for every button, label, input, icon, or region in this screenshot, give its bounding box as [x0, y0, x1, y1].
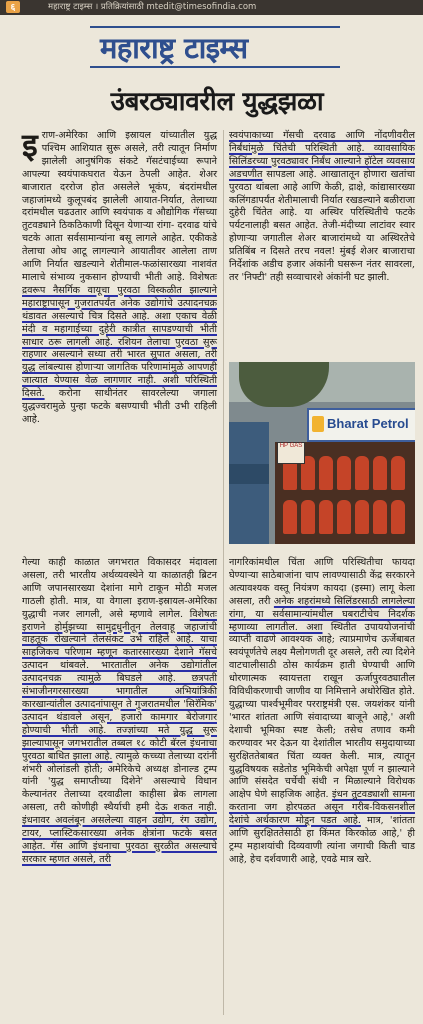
highlighted-text: विशेषतः इराणने होर्मुझच्या सामुद्रधुनीतून तेलवाहू जहाजांची वाहतूक रोखल्याने तेलसंकट उभे राहिले आहे. याचा साहजिकच परिणाम म्हणून कतारसारख्या देशाने गॅसचे उत्पादन थांबवले. भारतातील अनेक उद्योगांतील उत्पादनचक्र त्यामुळे बिघडले आहे. छत्रपती संभाजीनगरसारख्या भागातील अभियांत्रिकी कारखान्यांतील उत्पादनांपासून ते गुजरातमधील 'सिरॅमिक' उत्पादन थंडावले असून, हजारो कामगार बेरोजगार होण्याची भीती आहे. तज्ज्ञांच्या मते युद्ध सुरू झाल्यापासून जगभरातील तब्बल १८ कोटी बॅरल इंधनाचा पुरवठा बाधित झाला आहे.: [22, 608, 217, 762]
gas-cylinder-icon: [355, 456, 369, 490]
drop-cap: इ: [22, 126, 38, 164]
highlighted-text: स्वयंपाकाच्या गॅसची दरवाढ आणि नोंदणीवरील निर्बंधांमुळे चिंतेची परिस्थिती आहे. व्यावसायिक सिलिंडरच्या पुरवठ्यावर निर्बंध आल्याने हॉटेल व्यवसाय अडचणीत: [229, 130, 415, 180]
top-strip: [0, 0, 423, 15]
text-run: नागरिकांमधील चिंता आणि परिस्थितीचा फायदा घेण्याऱ्या साठेबाजांना चाप लावण्यासाठी केंद्र सरकारने अत्यावश्यक वस्तू नियंत्रण कायदा (इस्मा) लागू केला असला, तरी: [229, 557, 415, 607]
gas-cylinder-icon: [301, 500, 315, 534]
article-paragraph: [229, 557, 415, 867]
text-run: मात्र, 'शांतता आणि सुरक्षिततेसाठी हा किंमत किरकोळ आहे,' ही ट्रम्प महाशयांची दिव्यवाणी त्यांना जगाची किती चाड आहे, हेच दर्शवणारी आहे, एवढे मात्र खरे.: [229, 815, 415, 865]
petrol-sign-text: Bharat Petrol: [327, 416, 409, 431]
gas-cylinder-icon: [373, 500, 387, 534]
article-column-left-top: [22, 126, 217, 427]
gas-cylinder-icon: [283, 500, 297, 534]
highlighted-text: इंधन तुटवड्याशी सामना करताना जग होरपळत असून गरीब-विकसनशील देशांचे अर्थकारण मोडून पडत आहे.: [229, 789, 415, 827]
highlighted-text: अनेक शहरांमध्ये सिलिंडरसाठी लागलेल्या रांगा, या सर्वसामान्यांमधील घबराटीचेच निदर्शक म्हणाव्या लागतील. अशा: [229, 595, 415, 633]
gas-cylinder-icon: [337, 456, 351, 490]
column-divider: [223, 130, 224, 1015]
gas-cylinder-icon: [319, 456, 333, 490]
top-meta: महाराष्ट्र टाइम्स । प्रतिक्रियांसाठी mtedit@timesofindia.com: [48, 2, 257, 12]
gas-cylinder-icon: [337, 500, 351, 534]
news-photo: [229, 362, 415, 544]
masthead-rule-bottom: [90, 66, 340, 68]
hp-gas-label: HP GAS: [277, 442, 305, 464]
text-run: राण-अमेरिका आणि इस्रायल यांच्यातील युद्ध पश्चिम आशियात सुरू असले, तरी त्यातून निर्माण झालेली आनुषंगिक संकटे गॅसटंचाईच्या रूपाने आपल्या स्वयंपाकघरात येऊन ठेपली आहेत. शेअर बाजारात दररोज होत असलेले भूकंप, बंदरांमधील जहाजांमध्ये कुलूपबंद झालेली आयात-निर्यात, तेलाच्या दरांमधील चढउतार आणि स्वयंपाक व औद्योगिक गॅसच्या तुटवड्याने ठिकठिकाणी दिसून येणाऱ्या रांगा- दरवाढ यांचे चटके आता सर्वसामान्यांना बसू लागले आहेत. एकीकडे तेलाचा ओघ आटू लागल्याने आयातीवर आलेला ताण आणि निर्यात खडल्याने शेतीमाल-फळांसारख्या नाशवंत मालाचे संभाव्य नुकसान होण्याची भीती आहे. विशेषतः: [22, 130, 217, 283]
article-column-left-bottom: [22, 557, 217, 867]
article-paragraph: [22, 557, 217, 867]
gas-cylinder-icon: [355, 500, 369, 534]
masthead: [90, 26, 340, 70]
text-run: सापडला आहे. आखातातून होणारा खतांचा पुरवठा थांबला आहे आणि केळी, द्राक्षे, कांद्यासारख्या कलिंगडापर्यंत शेतीमालाची निर्यात रखडल्याने बळीराजा दुहेरी चिंतेत आहे. या अस्थिर परिस्थितीचे फटके पर्यटनालाही बसत आहेत. तेजी-मंदीच्या लाटांवर स्वार होणाऱ्या जगातील शेअर बाजारांमध्ये या अस्थिरतेचे प्रतिबिंब न दिसते तरच नवल! मुंबई शेअर बाजाराचा निर्देशांक अडीच हजार अंकांनी घसरून नंतर सावरला, तर 'निफ्टी' तही सव्वाचारशे अंकांनी घट झाली.: [229, 168, 415, 283]
page-number: ६: [6, 1, 20, 13]
article-column-right-bottom: [229, 557, 415, 867]
text-run: करोना साथीनंतर सावरलेल्या जगाला युद्धज्वरामुळे पुन्हा फटके बसण्याची भीती उभी राहिली आहे.: [22, 388, 217, 425]
gas-cylinder-icon: [391, 456, 405, 490]
article-column-right-top: [229, 130, 415, 285]
gas-cylinder-icon: [319, 500, 333, 534]
text-run: गेल्या काही काळात जगभरात विकासदर मंदावला असला, तरी भारतीय अर्थव्यवस्थेने या काळातही ब्रिटन आणि जपानसारख्या देशांना मागे टाकून मोठी मजल गाठली होती. मात्र, या वेगाला इराण-इस्रायल-अमेरिका युद्धाची नजर लागली, असे म्हणावे लागेल.: [22, 557, 217, 620]
text-run: स्थितीत उपाययोजनांची व्याप्ती वाढणे आवश्यक आहे; त्याप्रमाणेच ऊर्जेबाबत स्वयंपूर्णतेचे लक्ष्य मैलोगणती दूर असले, तरी त्या दिशेने वाटचालीसाठी ठोस कार्यक्रम हाती घेण्याची आणि धोरणात्मक स्वायत्तता राखून ऊर्जापुरवठ्यातील विविधीकरणाची जाणीव या निमित्ताने अधोरेखित होते. युद्धाच्या पार्श्वभूमीवर परराष्ट्रमंत्री एस. जयशंकर यांनी 'भारत शांतता आणि संवादाच्या बाजूने आहे,' अशी देशाची भूमिका स्पष्ट केली; तसेच तणाव कमी करण्यावर भर देऊन या देशांतील भारतीय समुदायाच्या सुरक्षिततेबाबत चिंता व्यक्त केली. मात्र, त्यातून युद्धविषयक सडेतोड भूमिकेची अपेक्षा पूर्ण न झाल्याने आणि संसदेत चर्चेची संधी न मिळाल्याने विरोधक आक्षेप घेणे साहजिक आहेत.: [229, 621, 415, 801]
highlighted-text: देऊ शकत नाही. इंधनावर अवलंबून असलेल्या वाहन उद्योग, रंग उद्योग, टायर, प्लास्टिकसारख्या अनेक क्षेत्रांना फटके बसत आहेत. गॅस आणि इंधनाचा पुरवठा सुरळीत असल्याचे सरकार म्हणत असले, तरी: [22, 802, 217, 865]
text-run: त्यामुळे कच्च्या तेलाच्या दरांनी शंभरी ओलांडली होती; अमेरिकेचे अध्यक्ष डोनाल्ड ट्रम्प यांनी 'युद्ध समाप्तीच्या दिशेने' असल्याचे विधान केल्यानंतर तेलाच्या दरवाढीला काहीसा ब्रेक लागला असला, तरी कोणीही स्थैर्याची हमी: [22, 750, 217, 814]
gas-cylinder-icon: [373, 456, 387, 490]
article-headline: उंबरठ्यावरील युद्धझळा: [110, 87, 324, 117]
gas-cylinder-icon: [391, 500, 405, 534]
petrol-pump-sign: [307, 408, 415, 442]
article-paragraph: [22, 126, 217, 427]
truck-icon: [229, 422, 269, 544]
masthead-title: महाराष्ट्र टाइम्स: [100, 31, 248, 65]
article-paragraph: [229, 130, 415, 285]
highlighted-text: द्रवरूप नैसर्गिक वायूचा पुरवठा विस्कळीत झाल्याने महाराष्ट्रापासून गुजरातपर्यंत अनेक उद्योगांचे उत्पादनचक्र थंडावत असल्याचे चित्र दिसते आहे. अशा एकाच वेळी मंदी व महागाईच्या दुहेरी कात्रीत सापडण्याची भीती साधार ठरू लागली आहे. रशियन तेलाचा पुरवठा सुरू राहणार असल्याने सध्या तरी भारत सुपात असला, तरी युद्ध लांबल्यास होणाऱ्या जागतिक परिणामांमुळे आपणही जात्यात येण्यास वेळ लागणार नाही. अशी परिस्थिती दिसते.: [22, 284, 217, 400]
bharat-petroleum-logo-icon: [312, 416, 324, 432]
